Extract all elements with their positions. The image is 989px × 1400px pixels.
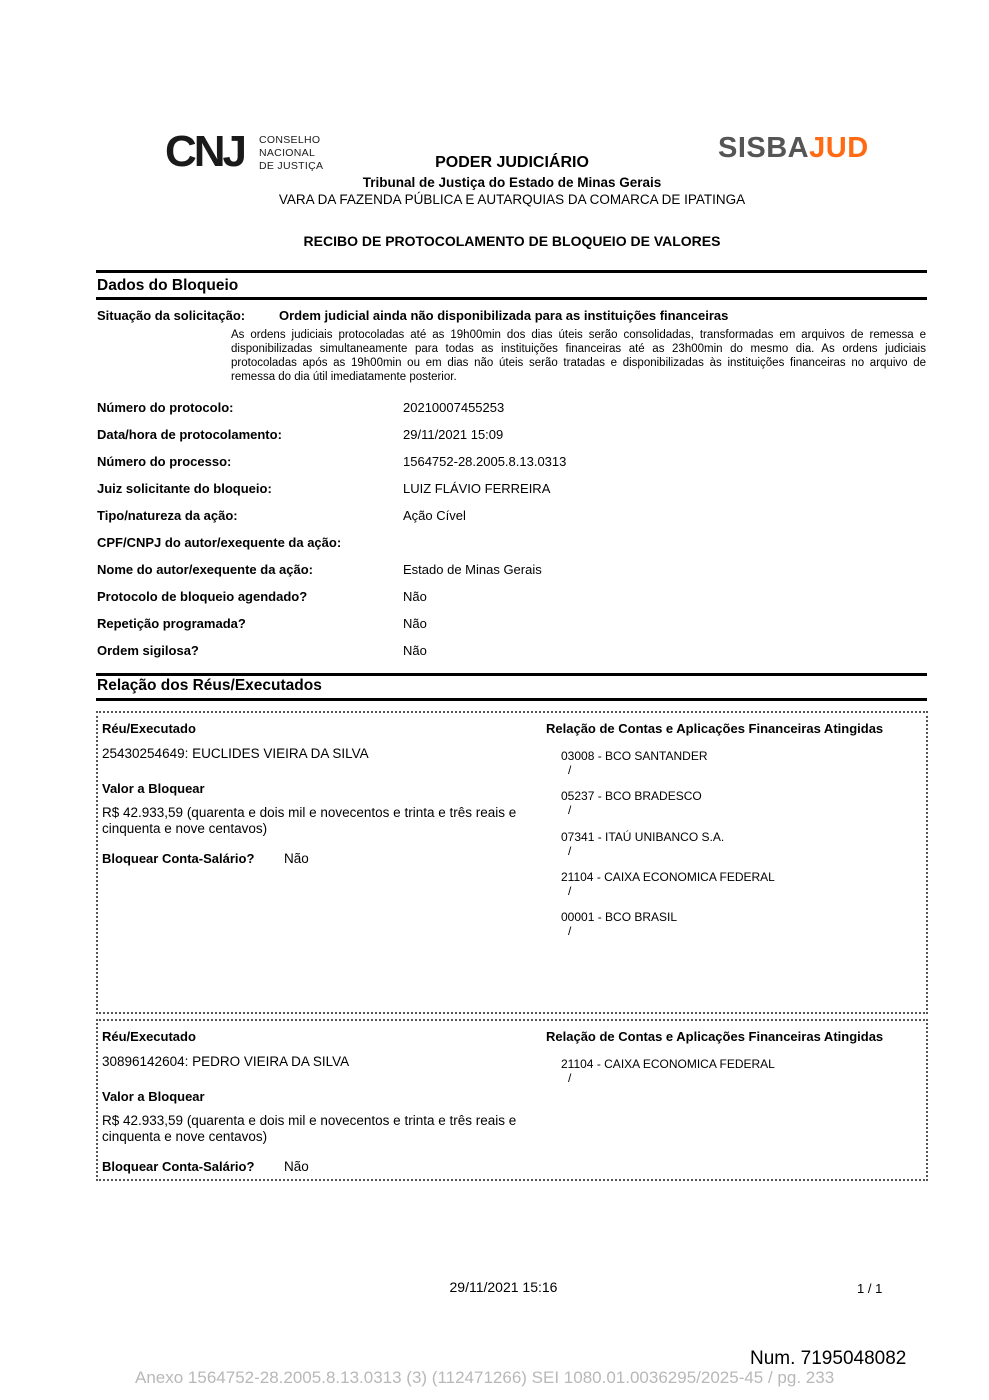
field-label: Juiz solicitante do bloqueio: xyxy=(97,481,272,496)
section-rule xyxy=(96,297,927,300)
bank-account: / xyxy=(568,884,572,898)
section-rule xyxy=(96,270,927,273)
cnj-logo-line: CONSELHO xyxy=(259,134,321,146)
bank-name: 00001 - BCO BRASIL xyxy=(561,910,678,924)
cnj-logo-mark: CNJ xyxy=(165,127,245,176)
bank-name: 03008 - BCO SANTANDER xyxy=(561,749,708,763)
reu-label: Réu/Executado xyxy=(102,1029,196,1044)
field-label: Ordem sigilosa? xyxy=(97,643,199,658)
bank-item xyxy=(561,789,702,817)
bank-item xyxy=(561,1057,775,1085)
bank-account: / xyxy=(568,924,572,938)
conta-salario-value: Não xyxy=(284,851,309,866)
valor-value: R$ 42.933,59 (quarenta e dois mil e novecentos e trinta e três reais e cinquenta e nove centavos) xyxy=(102,805,517,836)
bank-item xyxy=(561,830,724,858)
situacao-note: As ordens judiciais protocoladas até as 19h00min dos dias úteis serão consolidadas, transformadas em arquivos de remessa e disponibilizadas simultaneamente para todas as instituições financeiras até as 23h00min do mesmo dia. As ordens judiciais protocoladas após as 19h00min ou em dias não úteis serão tratadas e disponibilizadas às instituições financeiras no arquivo de remessa do dia útil imediatamente posterior. xyxy=(231,329,926,383)
cnj-logo-line: NACIONAL xyxy=(259,147,316,159)
section-title-reus: Relação dos Réus/Executados xyxy=(97,677,322,694)
field-label: Repetição programada? xyxy=(97,616,246,631)
reu-card xyxy=(96,1019,928,1181)
field-label: Tipo/natureza da ação: xyxy=(97,508,238,523)
bank-item xyxy=(561,870,775,898)
bank-name: 21104 - CAIXA ECONOMICA FEDERAL xyxy=(561,870,775,884)
situacao-label: Situação da solicitação: xyxy=(97,308,246,323)
reu-label: Réu/Executado xyxy=(102,721,196,736)
conta-salario-label: Bloquear Conta-Salário? xyxy=(102,1159,255,1174)
vara-name: VARA DA FAZENDA PÚBLICA E AUTARQUIAS DA COMARCA DE IPATINGA xyxy=(278,192,746,207)
conta-salario-label: Bloquear Conta-Salário? xyxy=(102,851,255,866)
sisbajud-logo-part: SISBA xyxy=(718,132,810,164)
field-value: LUIZ FLÁVIO FERREIRA xyxy=(403,481,551,496)
field-value: 20210007455253 xyxy=(403,400,505,415)
document-number: Num. 7195048082 xyxy=(750,1348,907,1369)
document-title: RECIBO DE PROTOCOLAMENTO DE BLOQUEIO DE VALORES xyxy=(303,233,721,249)
bank-account: / xyxy=(568,803,572,817)
field-value: Estado de Minas Gerais xyxy=(403,562,542,577)
bank-account: / xyxy=(568,1071,572,1085)
annex-stamp: Anexo 1564752-28.2005.8.13.0313 (3) (112471266) SEI 1080.01.0036295/2025-45 / pg. 233 xyxy=(135,1368,835,1387)
field-label: CPF/CNPJ do autor/exequente da ação: xyxy=(97,535,342,550)
valor-label: Valor a Bloquear xyxy=(102,1089,205,1104)
field-label: Nome do autor/exequente da ação: xyxy=(97,562,313,577)
section-rule xyxy=(96,673,927,676)
field-label: Data/hora de protocolamento: xyxy=(97,427,282,442)
bank-item xyxy=(561,749,708,777)
sisbajud-logo-part: JUD xyxy=(809,132,869,164)
field-value: Não xyxy=(403,643,427,658)
field-value: Não xyxy=(403,589,427,604)
bank-item xyxy=(561,910,677,938)
bank-account: / xyxy=(568,763,572,777)
section-title-dados: Dados do Bloqueio xyxy=(97,277,239,294)
reu-card xyxy=(96,711,928,1014)
bank-name: 05237 - BCO BRADESCO xyxy=(561,789,702,803)
valor-label: Valor a Bloquear xyxy=(102,781,205,796)
contas-label: Relação de Contas e Aplicações Financeiras Atingidas xyxy=(546,721,884,736)
field-value: 29/11/2021 15:09 xyxy=(403,427,504,442)
footer-datetime: 29/11/2021 15:16 xyxy=(449,1279,558,1295)
page-number: 1 / 1 xyxy=(857,1281,883,1296)
cnj-logo-line: DE JUSTIÇA xyxy=(259,160,324,172)
reu-value: 30896142604: PEDRO VIEIRA DA SILVA xyxy=(102,1054,350,1069)
bank-name: 21104 - CAIXA ECONOMICA FEDERAL xyxy=(561,1057,775,1071)
field-value: Não xyxy=(403,616,427,631)
bank-account: / xyxy=(568,844,572,858)
bank-name: 07341 - ITAÚ UNIBANCO S.A. xyxy=(561,830,725,844)
field-label: Número do protocolo: xyxy=(97,400,234,415)
field-label: Protocolo de bloqueio agendado? xyxy=(97,589,308,604)
reu-value: 25430254649: EUCLIDES VIEIRA DA SILVA xyxy=(102,746,369,761)
field-value: Ação Cível xyxy=(403,508,466,523)
field-label: Número do processo: xyxy=(97,454,232,469)
court-name: Tribunal de Justiça do Estado de Minas Gerais xyxy=(362,175,662,190)
contas-label: Relação de Contas e Aplicações Financeiras Atingidas xyxy=(546,1029,884,1044)
field-value: 1564752-28.2005.8.13.0313 xyxy=(403,454,567,469)
situacao-value: Ordem judicial ainda não disponibilizada para as instituições financeiras xyxy=(279,308,729,323)
page-title: PODER JUDICIÁRIO xyxy=(435,154,589,171)
conta-salario-value: Não xyxy=(284,1159,309,1174)
valor-value: R$ 42.933,59 (quarenta e dois mil e novecentos e trinta e três reais e cinquenta e nove centavos) xyxy=(102,1113,517,1144)
section-rule xyxy=(96,698,927,701)
